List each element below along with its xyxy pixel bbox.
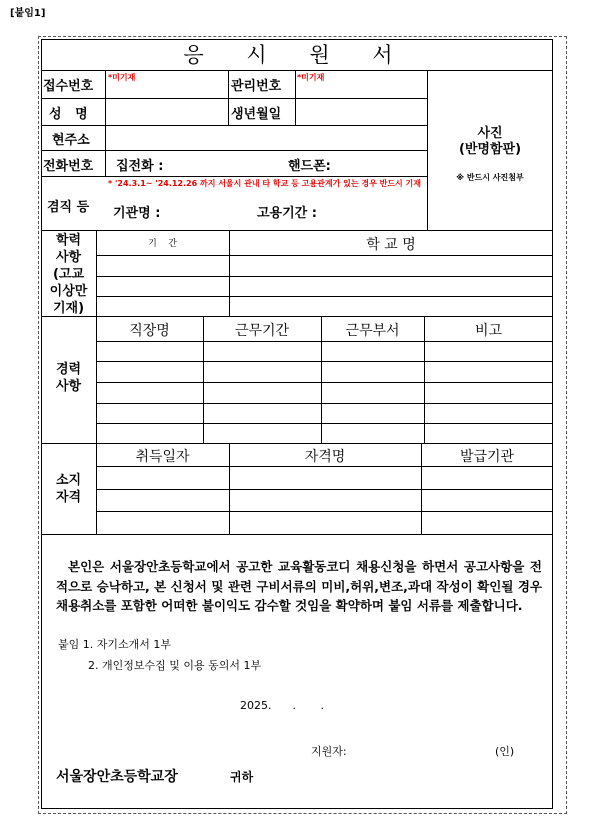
grid-line bbox=[96, 511, 553, 512]
concurrent-label: 겸직 등 bbox=[47, 200, 90, 215]
form-title: 응 시 원 서 bbox=[183, 43, 411, 67]
grid-line bbox=[96, 489, 553, 490]
grid-line bbox=[41, 443, 553, 444]
grid-line bbox=[96, 403, 553, 404]
grid-line bbox=[105, 70, 106, 176]
pledge-text: 본인은 서울장안초등학교에서 공고한 교육활동코디 채용신청을 하면서 공고사항을 전적으로 승낙하고, 본 신청서 및 관련 구비서류의 미비,허위,변조,과대 작성이 확인될 경우 채용취소를 포함한 어떠한 불이익도 감수할 것임을 확약하며 붙임 서류를 제출합니다. bbox=[56, 559, 542, 613]
birth-label: 생년월일 bbox=[231, 107, 282, 122]
agency-label: 기관명 : bbox=[113, 206, 161, 221]
name-label: 성 명 bbox=[49, 107, 88, 122]
photo-sub: (반명함판) bbox=[458, 142, 522, 157]
license-section-label: 소지 자격 bbox=[55, 473, 82, 505]
grid-line bbox=[96, 341, 553, 342]
concurrent-note: * '24.3.1~ '24.12.26 까지 서울시 관내 타 학교 등 고용관계가 있는 경우 반드시 기재 bbox=[108, 179, 422, 188]
grid-line bbox=[41, 98, 427, 99]
grid-line bbox=[96, 466, 553, 467]
license-col-date: 취득일자 bbox=[135, 449, 190, 465]
grid-line bbox=[96, 423, 553, 424]
attachment-label: [붙임1] bbox=[10, 8, 46, 19]
license-col-issuer: 발급기관 bbox=[459, 449, 515, 465]
receipt-no-label: 접수번호 bbox=[43, 79, 94, 94]
receipt-no-note: *미기재 bbox=[108, 73, 136, 82]
attachment-item-1: 붙임 1. 자기소개서 1부 bbox=[58, 638, 171, 651]
education-col-school: 학 교 명 bbox=[366, 237, 416, 253]
seal-label: (인) bbox=[495, 745, 515, 758]
period-label: 고용기간 : bbox=[257, 206, 317, 221]
grid-line bbox=[41, 316, 553, 317]
grid-line bbox=[96, 276, 553, 277]
photo-note: ※ 반드시 사진첨부 bbox=[456, 173, 524, 182]
recipient-suffix: 귀하 bbox=[230, 770, 254, 784]
attachment-item-2: 2. 개인정보수집 및 이용 동의서 1부 bbox=[88, 659, 262, 672]
career-section-label: 경력 사항 bbox=[55, 362, 82, 394]
grid-line bbox=[41, 534, 553, 535]
grid-line bbox=[96, 296, 553, 297]
grid-line bbox=[96, 230, 97, 534]
grid-line bbox=[41, 150, 427, 151]
mobile-label: 핸드폰: bbox=[288, 159, 331, 174]
career-col-department: 근무부서 bbox=[345, 323, 400, 339]
manage-no-label: 관리번호 bbox=[231, 79, 282, 94]
applicant-label: 지원자: bbox=[311, 745, 347, 758]
grid-line bbox=[41, 176, 427, 177]
grid-line bbox=[228, 70, 229, 125]
grid-line bbox=[96, 382, 553, 383]
grid-line bbox=[41, 70, 553, 71]
phone-label: 전화번호 bbox=[43, 159, 94, 174]
education-section-label: 학력 사항 (고교 이상만 기재) bbox=[49, 233, 88, 316]
grid-line bbox=[41, 125, 427, 126]
date-line: 2025. . . bbox=[240, 699, 324, 712]
license-col-name: 자격명 bbox=[304, 449, 346, 465]
home-phone-label: 집전화 : bbox=[116, 159, 164, 174]
grid-line bbox=[41, 230, 553, 231]
photo-title: 사진 bbox=[477, 126, 503, 141]
education-col-period: 기 간 bbox=[148, 239, 177, 249]
grid-line bbox=[96, 361, 553, 362]
grid-line bbox=[96, 255, 553, 256]
career-col-workplace: 직장명 bbox=[129, 323, 170, 339]
career-col-period: 근무기간 bbox=[234, 323, 290, 339]
manage-no-note: *미기재 bbox=[297, 73, 325, 82]
recipient: 서울장안초등학교장 bbox=[56, 769, 178, 785]
career-col-remarks: 비고 bbox=[474, 323, 503, 339]
grid-line bbox=[295, 70, 296, 125]
address-label: 현주소 bbox=[52, 133, 90, 148]
